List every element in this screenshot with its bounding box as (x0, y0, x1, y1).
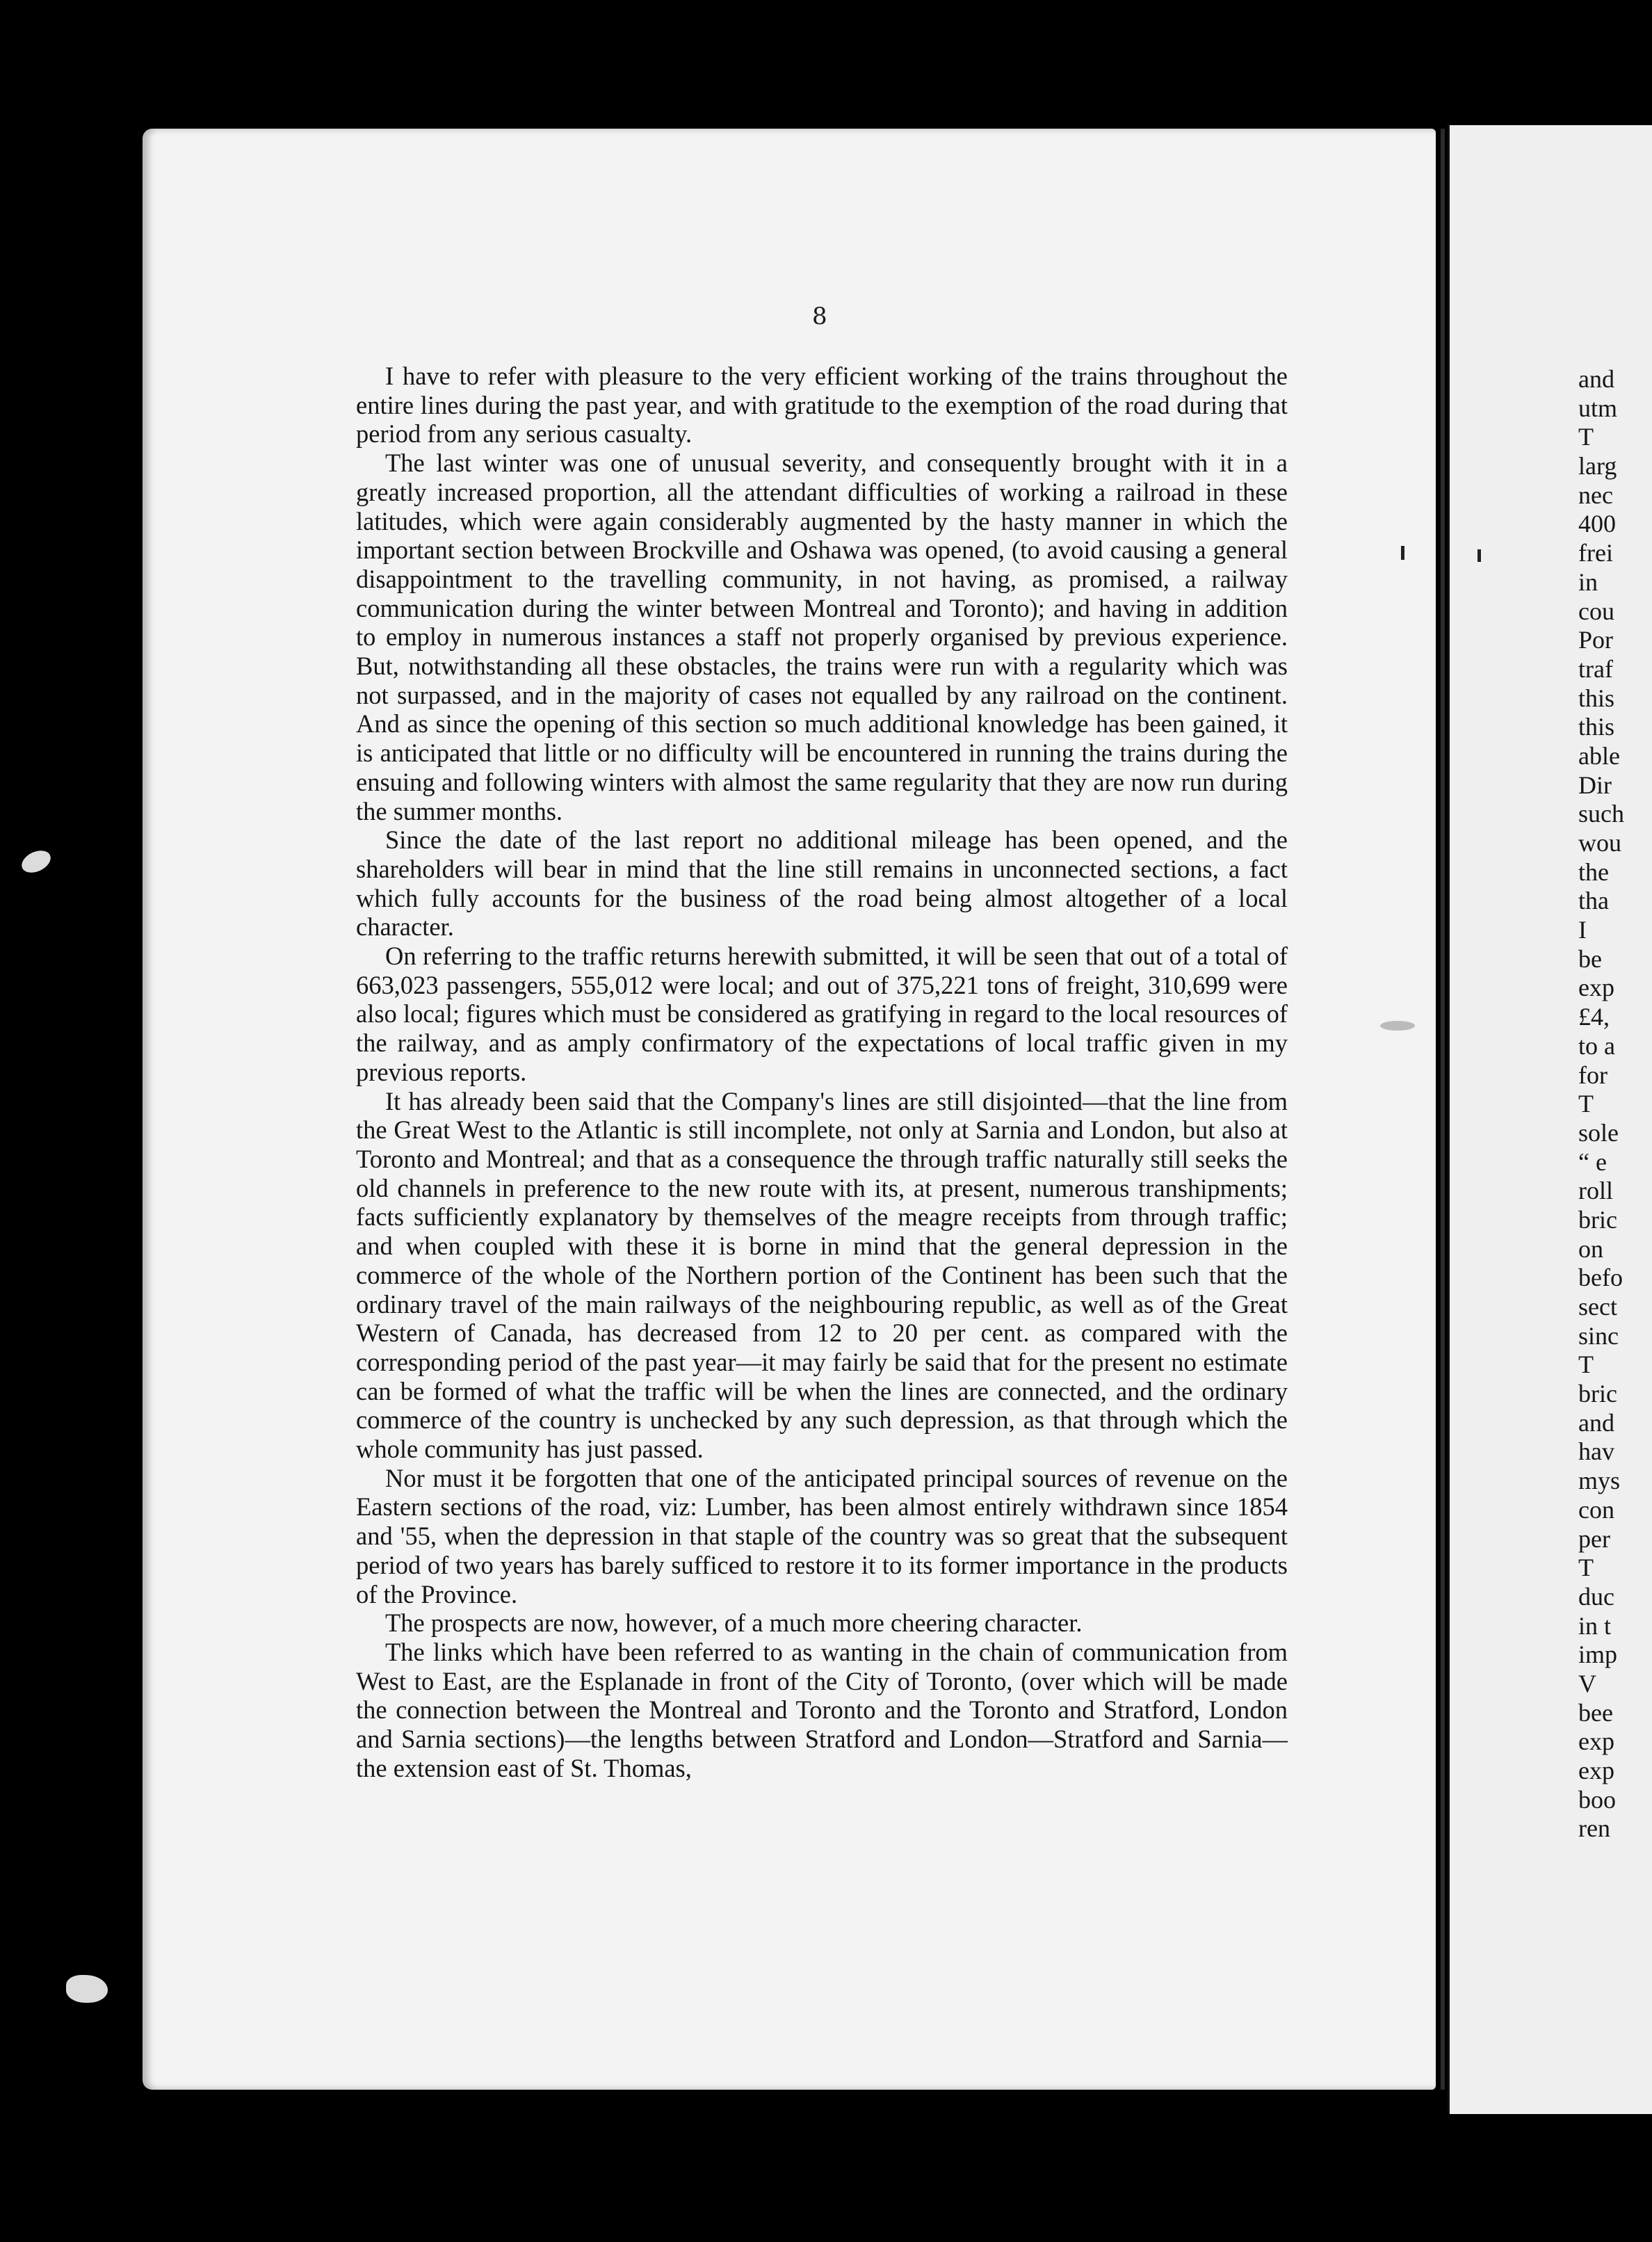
facing-page-fragment: T (1578, 1350, 1594, 1379)
facing-page-fragment: bric (1578, 1380, 1617, 1408)
facing-page-fragment: bee (1578, 1698, 1613, 1727)
facing-page-fragment: “ e (1578, 1147, 1607, 1176)
facing-page-fragment: boo (1578, 1785, 1616, 1814)
paragraph: It has already been said that the Company's lines are still disjointed—that the line from the Great West to the Atlantic is still incomplete, not only at Sarnia and London, but also at Toronto and Montreal; and that as a consequence the through traffic naturally still seeks the old channels in preference to the new route with its, at present, numerous transhipments; facts sufficiently explanatory by themselves of the meagre receipts from through traffic; and when coupled with these it is borne in mind that the general depression in the commerce of the whole of the Northern portion of the Continent has been such that the ordinary travel of the main railways of the neighbouring republic, as well as of the Great Western of Canada, has decreased from 12 to 20 per cent. as compared with the corresponding period of the past year—it may fairly be said that for the present no estimate can be formed of what the traffic will be when the lines are connected, and the ordinary commerce of the country is unchecked by any such depression, as that through which the whole community has just passed. (356, 1086, 1288, 1464)
scan-speck (66, 1975, 108, 2003)
facing-page-fragment: exp (1578, 974, 1614, 1002)
facing-page-fragment: be (1578, 944, 1602, 973)
facing-page-fragment: this (1578, 684, 1615, 712)
facing-page-fragment: able (1578, 741, 1620, 770)
facing-page-fragment: imp (1578, 1640, 1618, 1669)
facing-page-fragment: exp (1578, 1727, 1614, 1756)
paragraph: I have to refer with pleasure to the very efficient working of the trains throughout the entire lines during the past year, and with gratitude to the exemption of the road during that period from any serious casualty. (356, 362, 1288, 449)
facing-page-fragment: T (1578, 423, 1594, 451)
scan-speck (1380, 1021, 1415, 1031)
facing-page-fragment: befo (1578, 1264, 1623, 1292)
facing-page-fragment: sinc (1578, 1321, 1619, 1350)
facing-page-fragment: utm (1578, 394, 1618, 422)
facing-page-fragment: traf (1578, 654, 1613, 683)
facing-page-fragment: wou (1578, 829, 1621, 857)
facing-page-fragment: and (1578, 1408, 1614, 1437)
facing-page-fragment: Por (1578, 626, 1614, 654)
facing-page-fragment: con (1578, 1495, 1614, 1524)
facing-page-fragment: sect (1578, 1293, 1617, 1321)
page-gutter-edge (1441, 129, 1445, 2090)
facing-page-fragment: 400 (1578, 510, 1616, 538)
facing-page-fragment: tha (1578, 887, 1609, 915)
facing-page-fragment: T (1578, 1554, 1594, 1582)
facing-page-fragment: duc (1578, 1582, 1614, 1611)
facing-page-fragment: in t (1578, 1611, 1612, 1640)
paragraph: The prospects are now, however, of a much more cheering character. (385, 1608, 1083, 1638)
facing-page-fragment: £4, (1578, 1003, 1610, 1031)
facing-page-fragment: ren (1578, 1814, 1610, 1843)
facing-page-fragment: I (1578, 916, 1587, 944)
facing-page-fragment: roll (1578, 1177, 1613, 1205)
body-text (356, 362, 1288, 1782)
scan-speck (18, 846, 54, 877)
facing-page-fragment: T (1578, 1090, 1594, 1118)
paragraph: The last winter was one of unusual severity, and consequently brought with it in a greatly increased proportion, all the attendant difficulties of working a railroad in these latitudes, which were again considerably augmented by the hasty manner in which the important section between Brockville and Oshawa was opened, (to avoid causing a general disappointment to the travelling community, in not having, as promised, a railway communication during the winter between Montreal and Toronto); and having in addition to employ in numerous instances a staff not properly organised by previous experience. But, notwithstanding all these obstacles, the trains were run with a regularity which was not surpassed, and in the majority of cases not equalled by any railroad on the continent. And as since the opening of this section so much additional knowledge has been gained, it is anticipated that little or no difficulty will be encountered in running the trains during the ensuing and following winters with almost the same regularity that they are now run during the summer months. (356, 449, 1288, 825)
facing-page-fragment: this (1578, 713, 1615, 741)
facing-page-fragment: Dir (1578, 771, 1612, 799)
paragraph: On referring to the traffic returns herewith submitted, it will be seen that out of a total of 663,023 passengers, 555,012 were local; and out of 375,221 tons of freight, 310,699 were also local; figures which must be considered as gratifying in regard to the local resources of the railway, and as amply confirmatory of the expectations of local traffic given in my previous reports. (356, 942, 1288, 1086)
scan-mark (1401, 546, 1404, 560)
facing-page-fragment: such (1578, 800, 1624, 828)
facing-page-fragment: per (1578, 1524, 1610, 1553)
scan-mark (1477, 549, 1481, 562)
facing-page-fragment: in (1578, 567, 1598, 596)
facing-page-fragment: the (1578, 857, 1609, 886)
facing-page-fragment: cou (1578, 597, 1614, 625)
paragraph: Since the date of the last report no additional mileage has been opened, and the shareholders will bear in mind that the line still remains in unconnected sections, a fact which fully accounts for the business of the road being almost altogether of a local character. (356, 825, 1288, 942)
facing-page-fragment: on (1578, 1234, 1603, 1263)
facing-page-fragment: larg (1578, 452, 1617, 481)
facing-page-fragment: and (1578, 365, 1614, 393)
facing-page-fragment: frei (1578, 539, 1613, 567)
facing-page-fragment: bric (1578, 1205, 1617, 1234)
page-number: 8 (812, 303, 827, 330)
paragraph: Nor must it be forgotten that one of the anticipated principal sources of revenue on the Eastern sections of the road, viz: Lumber, has been almost entirely withdrawn since 1854 and '55, when the depression in that staple of the country was so great that the subsequent period of two years has barely sufficed to restore it to its former importance in the products of the Province. (356, 1463, 1288, 1608)
paragraph: The links which have been referred to as wanting in the chain of communication from West to East, are the Esplanade in front of the City of Toronto, (over which will be made the connection between the Montreal and Toronto and the Toronto and Stratford, London and Sarnia sections)—the lengths between Stratford and London—Stratford and Sarnia—the extension east of St. Thomas, (356, 1637, 1288, 1782)
facing-page-fragment: mys (1578, 1467, 1621, 1495)
facing-page-fragment: to a (1578, 1031, 1615, 1060)
facing-page-fragment: sole (1578, 1118, 1619, 1147)
facing-page-fragment: nec (1578, 481, 1613, 509)
facing-page-fragment: hav (1578, 1437, 1614, 1466)
facing-page-fragment: V (1578, 1669, 1596, 1697)
facing-page-fragment: for (1578, 1060, 1608, 1089)
facing-page-text-fragments (1578, 365, 1624, 1844)
facing-page-fragment: exp (1578, 1757, 1614, 1784)
